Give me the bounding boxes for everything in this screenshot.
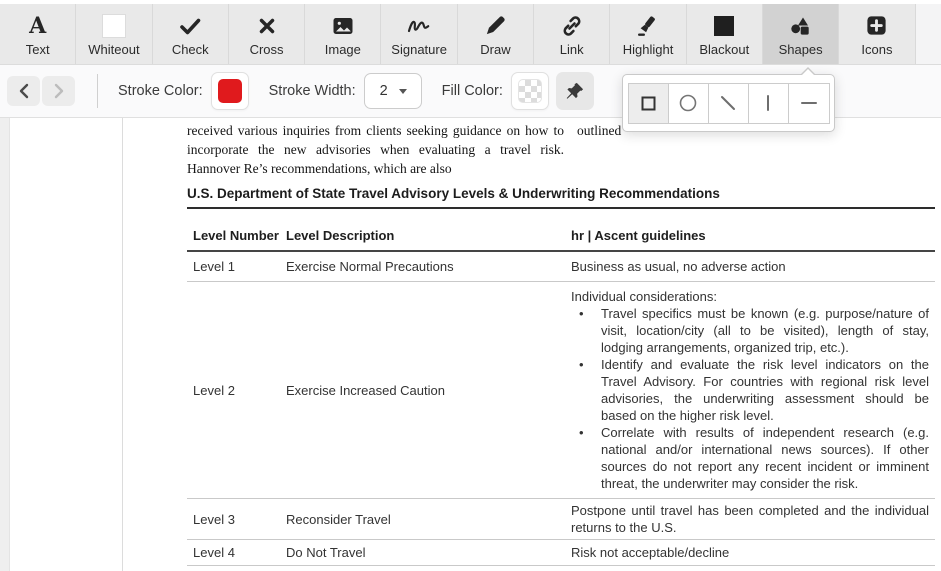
guideline-bullet: • Identify and evaluate the risk level indicators on the Travel Advisory. For countries with regional risk level advisories, the underwriting assessment should be based on the higher risk level. <box>571 356 929 424</box>
cross-icon <box>256 12 278 40</box>
fill-color-label: Fill Color: <box>441 83 503 99</box>
app-left-gutter <box>0 118 10 571</box>
pin-settings-button[interactable] <box>556 72 594 110</box>
stroke-width-label: Stroke Width: <box>268 83 356 99</box>
table-row <box>187 499 935 540</box>
shape-tool-circle[interactable] <box>669 84 709 123</box>
vertical-line-icon <box>759 94 777 112</box>
main-toolbar <box>0 4 941 65</box>
toolbar-button-image[interactable] <box>305 4 381 64</box>
toolbar-button-label: Signature <box>391 41 447 57</box>
link-icon <box>560 12 584 40</box>
pencil-icon <box>484 12 507 40</box>
chevron-right-icon <box>53 83 65 99</box>
guidelines-cell: Postpone until travel has been completed and the individual returns to the U.S. <box>571 503 929 535</box>
table-row <box>187 540 935 566</box>
toolbar-divider <box>97 74 98 108</box>
paragraph-column-left: received various inquiries from clients seeking guidance on how to incorporate the new advisories when evaluating a travel risk. Hannover Re’s recommendations, which are also <box>187 123 564 176</box>
chevron-down-icon <box>399 89 407 94</box>
description-cell: Exercise Normal Precautions <box>286 259 454 274</box>
toolbar-button-highlight[interactable] <box>610 4 686 64</box>
toolbar-button-label: Text <box>25 41 50 57</box>
check-icon <box>178 12 202 40</box>
toolbar-button-label: Highlight <box>622 41 674 57</box>
header-level-description: Level Description <box>286 228 395 243</box>
level-cell: Level 2 <box>193 382 235 398</box>
toolbar-button-link[interactable] <box>534 4 610 64</box>
description-cell: Do Not Travel <box>286 545 366 560</box>
pdf-page[interactable] <box>124 118 941 571</box>
guidelines-cell: Business as usual, no adverse action <box>571 259 786 274</box>
toolbar-button-label: Icons <box>861 41 893 57</box>
guidelines-intro: Individual considerations: <box>571 289 717 304</box>
transparent-checker-swatch <box>518 79 542 103</box>
toolbar-button-signature[interactable] <box>381 4 457 64</box>
toolbar-button-label: Link <box>559 41 584 57</box>
stroke-color-swatch[interactable] <box>211 72 249 110</box>
description-cell: Reconsider Travel <box>286 511 391 527</box>
undo-back-button[interactable] <box>7 76 40 106</box>
guidelines-bullet-list <box>571 305 929 492</box>
guideline-bullet: • Travel specifics must be known (e.g. purpose/nature of visit, location/city (all to be visited), length of stay, lodging arrangements, organized trip, etc.). <box>571 305 929 356</box>
toolbar-button-cross[interactable] <box>229 4 305 64</box>
toolbar-button-icons[interactable] <box>839 4 915 64</box>
table-header-row <box>187 222 935 252</box>
shape-tool-grid <box>628 83 830 124</box>
toolbar-button-blackout[interactable] <box>687 4 763 64</box>
toolbar-button-label: Blackout <box>699 41 750 57</box>
toolbar-button-whiteout[interactable] <box>76 4 152 64</box>
document-viewport <box>0 118 941 571</box>
pushpin-icon <box>564 81 585 102</box>
thumbnail-sidebar[interactable] <box>11 118 123 571</box>
text-icon: A <box>29 12 47 39</box>
toolbar-button-label: Whiteout <box>88 41 140 57</box>
image-icon <box>331 12 355 40</box>
header-level-number: Level Number <box>193 228 279 243</box>
square-icon <box>641 96 656 111</box>
level-cell: Level 3 <box>193 511 235 527</box>
toolbar-button-check[interactable] <box>153 4 229 64</box>
toolbar-button-text[interactable] <box>0 4 76 64</box>
description-cell: Exercise Increased Caution <box>286 382 445 398</box>
table-heading: U.S. Department of State Travel Advisory Levels & Underwriting Recommendations <box>187 185 935 209</box>
toolbar-button-label: Cross <box>249 41 284 57</box>
stroke-color-label: Stroke Color: <box>118 83 203 99</box>
toolbar-button-shapes[interactable] <box>763 4 839 64</box>
chevron-left-icon <box>18 83 30 99</box>
table-row <box>187 282 935 499</box>
level-cell: Level 4 <box>193 545 235 560</box>
header-guidelines: hr | Ascent guidelines <box>571 228 706 243</box>
stroke-color-value <box>218 79 242 103</box>
diagonal-line-icon <box>719 94 737 112</box>
shape-tool-horizontal-line[interactable] <box>789 84 829 123</box>
shapes-tool-popup <box>622 74 835 132</box>
paragraph-column-right: outlined <box>577 123 622 138</box>
blackout-icon <box>714 12 734 40</box>
guideline-bullet: • Correlate with results of independent research (e.g. national and/or international news sources). If other sources do not report any recent incident or imminent threat, the underwriter may consider the risk. <box>571 424 929 492</box>
advisory-table <box>187 222 935 566</box>
circle-icon <box>679 94 697 112</box>
shape-tool-diagonal-line[interactable] <box>709 84 749 123</box>
toolbar-button-label: Draw <box>480 41 511 57</box>
stroke-width-select[interactable] <box>364 73 422 109</box>
guidelines-cell <box>571 288 929 492</box>
plus-square-icon <box>865 12 888 40</box>
horizontal-line-icon <box>800 94 818 112</box>
shape-tool-vertical-line[interactable] <box>749 84 789 123</box>
guidelines-cell: Risk not acceptable/decline <box>571 545 730 560</box>
shape-tool-square[interactable] <box>629 84 669 123</box>
level-cell: Level 1 <box>193 259 235 274</box>
table-row <box>187 252 935 282</box>
redo-forward-button[interactable] <box>42 76 75 106</box>
shapes-icon <box>788 12 813 40</box>
signature-icon <box>406 12 432 40</box>
toolbar-button-label: Check <box>171 41 209 57</box>
fill-color-swatch[interactable] <box>511 72 549 110</box>
toolbar-button-label: Shapes <box>778 41 823 57</box>
stroke-width-value: 2 <box>379 83 388 99</box>
highlighter-icon <box>636 12 660 40</box>
toolbar-button-draw[interactable] <box>458 4 534 64</box>
whiteout-icon <box>103 12 125 40</box>
toolbar-button-label: Image <box>324 41 361 57</box>
